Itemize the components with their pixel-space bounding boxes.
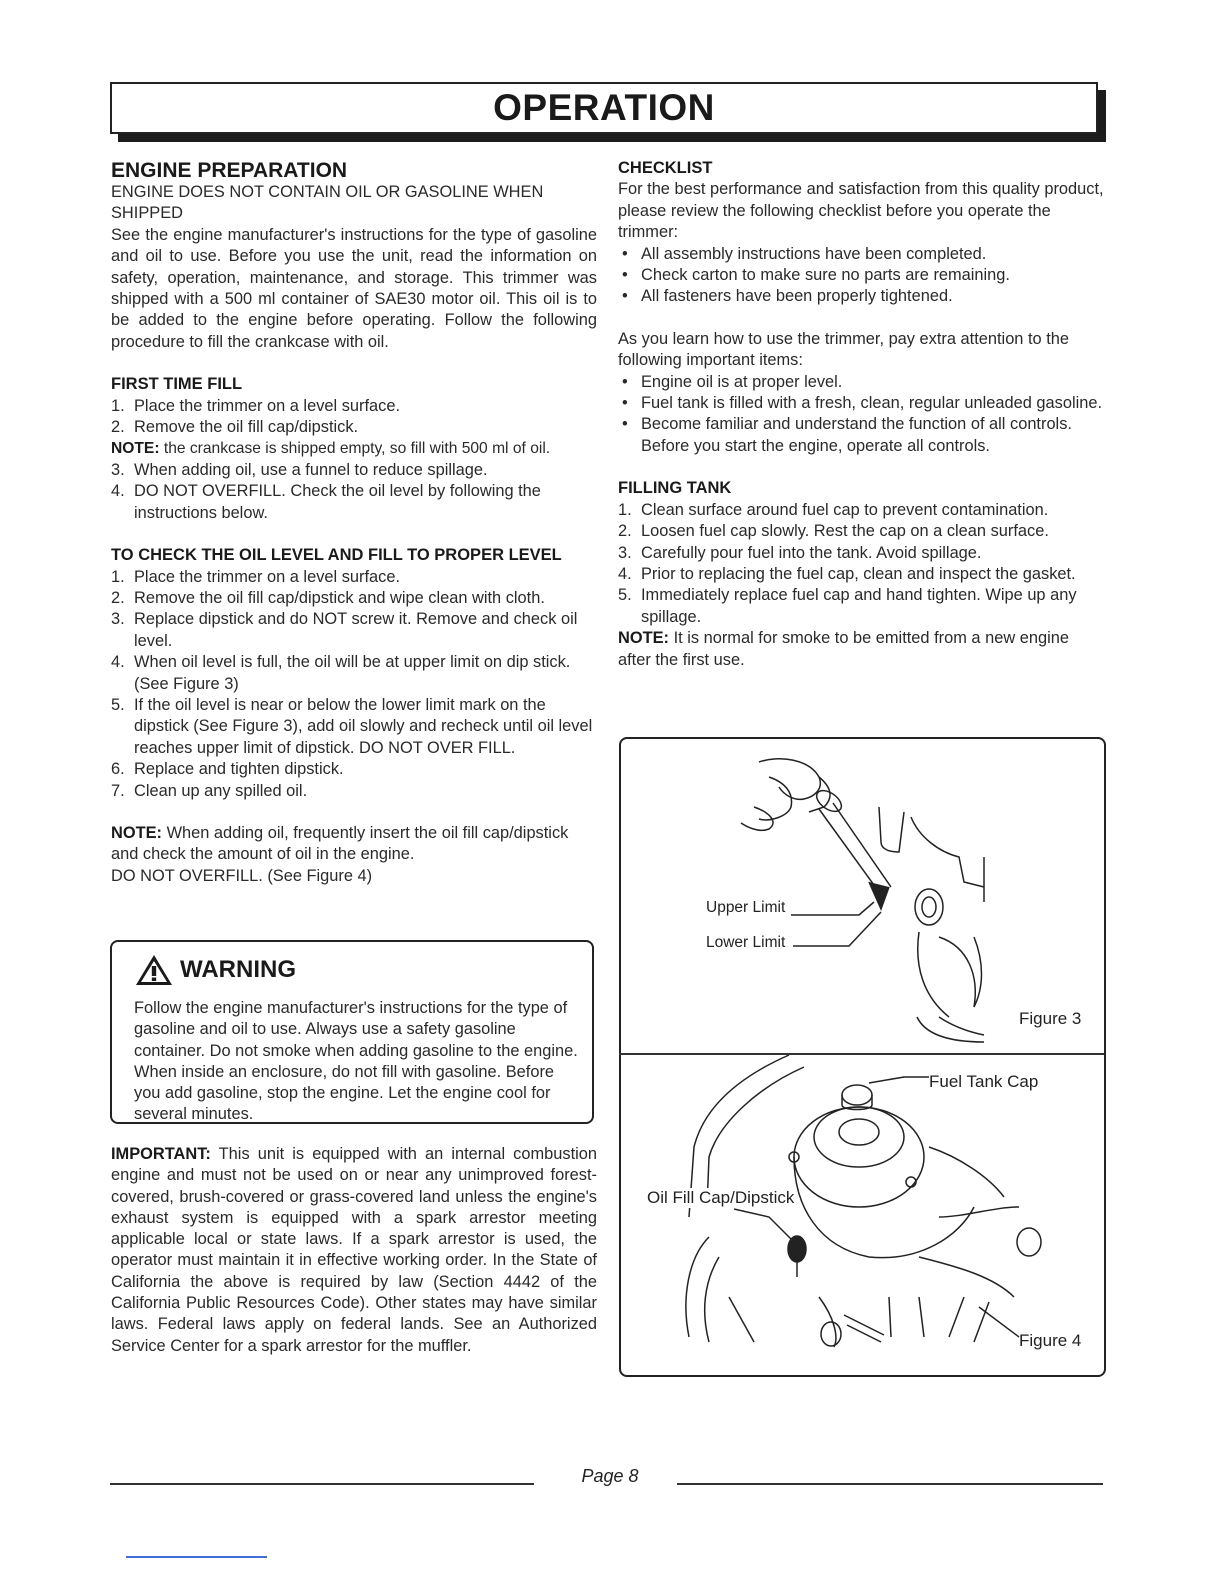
filling-note: NOTE: It is normal for smoke to be emitted from a new engine after the first use. [618, 629, 1069, 669]
checklist-heading: CHECKLIST [618, 159, 713, 177]
footer-rule-right [677, 1483, 1103, 1485]
bottom-link-underline [126, 1556, 267, 1558]
list-item: • Check carton to make sure no parts are remaining. [622, 266, 1010, 285]
list-item: • Become familiar and understand the function of all controls. Before you start the engine, operate all controls. [622, 415, 1072, 455]
engine-prep-paragraph: See the engine manufacturer's instructions for the type of gasoline and oil to use. Before you use the unit, read the information on safety, operation, maintenance, and storage. This trimmer was shipped with a 500 ml container of SAE30 motor oil. This oil is to be added to the engine before operating. Follow the following procedure to fill the crankcase with oil. [111, 225, 597, 351]
check-oil-heading: TO CHECK THE OIL LEVEL AND FILL TO PROPER LEVEL [111, 546, 562, 565]
list-item: 1. Place the trimmer on a level surface. [111, 567, 401, 586]
list-item: 3. Replace dipstick and do NOT screw it. Remove and check oil level. [111, 610, 578, 650]
engine-prep-heading: ENGINE PREPARATION [111, 159, 348, 182]
list-item: • Fuel tank is filled with a fresh, clean, regular unleaded gasoline. [622, 394, 1103, 413]
list-item: 1. Place the trimmer on a level surface. [111, 396, 401, 415]
figure-illustrations [619, 737, 1106, 1377]
right-column [618, 158, 1106, 671]
page-number: Page 8 [581, 1466, 639, 1486]
list-item: 7. Clean up any spilled oil. [111, 781, 308, 800]
list-item: 1. Clean surface around fuel cap to prevent contamination. [618, 500, 1049, 519]
check-oil-note: NOTE: When adding oil, frequently insert the oil fill cap/dipstick and check the amount of oil in the engine. [111, 823, 569, 864]
list-item: 3. When adding oil, use a funnel to reduce spillage. [111, 460, 488, 479]
oil-fill-label: Oil Fill Cap/Dipstick [647, 1188, 795, 1207]
first-fill-heading: FIRST TIME FILL [111, 375, 243, 394]
list-item: 3. Carefully pour fuel into the tank. Avoid spillage. [618, 543, 982, 562]
engine-prep-subtitle: ENGINE DOES NOT CONTAIN OIL OR GASOLINE WHEN SHIPPED [111, 183, 544, 223]
footer-rule-left [110, 1483, 534, 1485]
check-oil-list [111, 567, 597, 802]
list-item: • All assembly instructions have been completed. [622, 244, 987, 263]
left-column [111, 158, 597, 887]
list-item: 4. When oil level is full, the oil will be at upper limit on dip stick. (See Figure 3) [111, 653, 571, 693]
figure3-caption: Figure 3 [1019, 1009, 1082, 1028]
lower-limit-leader [793, 912, 881, 946]
list-item: 2. Remove the oil fill cap/dipstick. [111, 418, 359, 437]
first-fill-list [111, 396, 597, 439]
check-oil-note-line2: DO NOT OVERFILL. (See Figure 4) [111, 866, 373, 885]
list-item: 6. Replace and tighten dipstick. [111, 760, 344, 779]
important-paragraph: IMPORTANT: This unit is equipped with an internal combustion engine and must not be used on or near any unimproved forest-covered, brush-covered or grass-covered land unless the engine's exhaust system is equipped with a spark arrestor meeting applicable local or state laws. If a spark arrestor is used, the operator must maintain it in effective working order. In the State of California the above is required by law (Section 4442 of the California Public Resources Code). Other states may have similar laws. Federal laws apply on federal lands. See an Authorized Service Center for a spark arrestor for the muffler. [111, 1145, 597, 1355]
dipstick-illustration [741, 759, 891, 909]
list-item: 2. Loosen fuel cap slowly. Rest the cap on a clean surface. [618, 522, 1049, 541]
list-item: • All fasteners have been properly tightened. [622, 287, 953, 306]
filling-tank-list [618, 500, 1106, 628]
oil-fill-leader [734, 1209, 794, 1242]
checklist-items [618, 244, 1106, 308]
upper-limit-label: Upper Limit [706, 899, 786, 916]
warning-text: Follow the engine manufacturer's instructions for the type of gasoline and oil to use. Always use a safety gasoline container. Do not smoke when adding gasoline to the engine. When inside an enclosure, do not fill with gasoline. Before you add gasoline, stop the engine. Let the engine cool for several minutes. [134, 999, 578, 1124]
upper-limit-leader [791, 902, 874, 915]
fuel-tank-cap-label: Fuel Tank Cap [929, 1072, 1039, 1091]
first-fill-note: NOTE: the crankcase is shipped empty, so fill with 500 ml of oil. [111, 440, 551, 458]
section-title: OPERATION [493, 87, 715, 128]
warning-triangle-icon [134, 953, 174, 987]
checklist-intro: For the best performance and satisfaction from this quality product, please review the following checklist before you operate the trimmer: [618, 180, 1104, 242]
list-item: 5. Immediately replace fuel cap and hand tighten. Wipe up any spillage. [618, 586, 1077, 626]
list-item: 4. DO NOT OVERFILL. Check the oil level by following the instructions below. [111, 482, 541, 522]
list-item: 2. Remove the oil fill cap/dipstick and wipe clean with cloth. [111, 588, 545, 607]
learn-items [618, 372, 1106, 458]
lower-limit-label: Lower Limit [706, 934, 786, 951]
first-fill-list-cont [111, 460, 597, 524]
warning-box [110, 940, 594, 1124]
engine-outline-fig3 [879, 807, 984, 1042]
figure4-caption: Figure 4 [1019, 1331, 1082, 1350]
list-item: 4. Prior to replacing the fuel cap, clean and inspect the gasket. [618, 564, 1076, 583]
filling-tank-heading: FILLING TANK [618, 479, 732, 498]
section-header [110, 82, 1098, 134]
figure4-leader [979, 1307, 1019, 1337]
warning-title: WARNING [134, 952, 580, 988]
list-item: • Engine oil is at proper level. [622, 372, 843, 391]
fuel-tank-cap-leader [869, 1077, 929, 1083]
list-item: 5. If the oil level is near or below the lower limit mark on the dipstick (See Figure 3), add oil slowly and recheck until oil level reaches upper limit of dipstick. DO NOT OVER FILL. [111, 695, 593, 757]
learn-intro: As you learn how to use the trimmer, pay extra attention to the following important items: [618, 329, 1069, 370]
